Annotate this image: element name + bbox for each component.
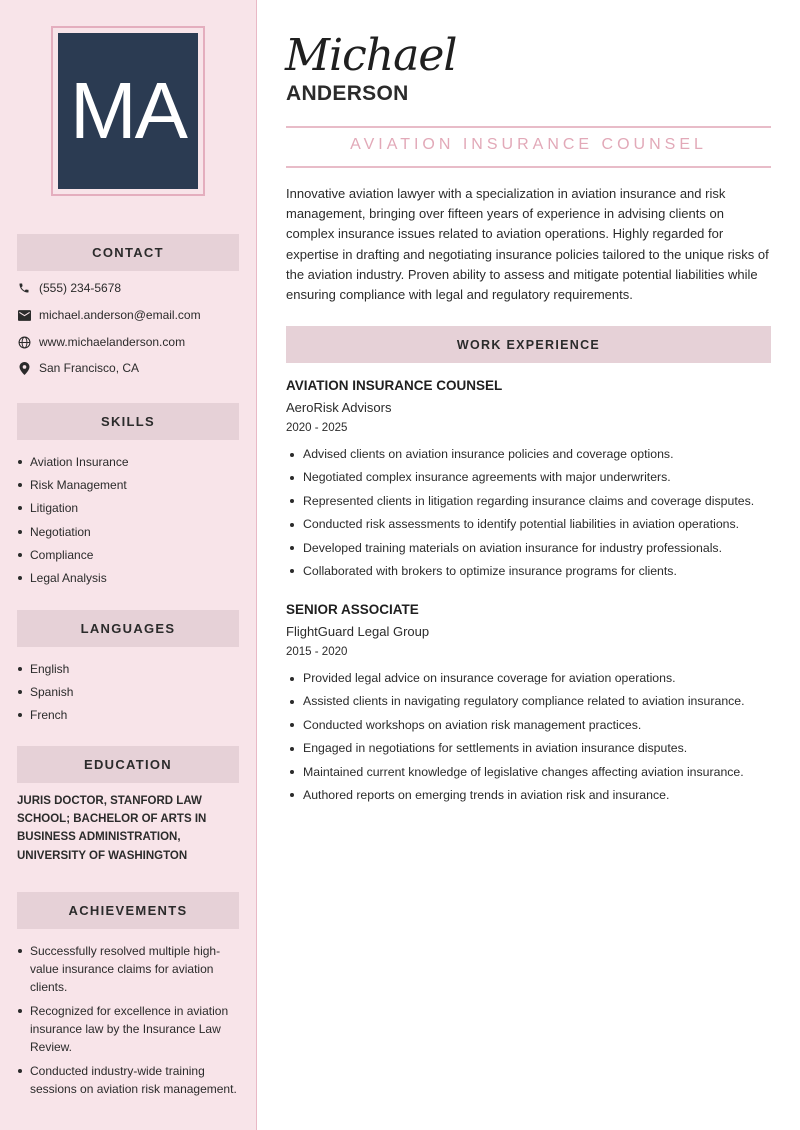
job-dates: 2015 - 2020 [286, 646, 348, 658]
first-name: Michael [285, 30, 457, 81]
achievement-item: Recognized for excellence in aviation insurance law by the Insurance Law Review. [17, 1002, 239, 1056]
achievements-list [17, 942, 239, 1104]
job-company: FlightGuard Legal Group [286, 624, 430, 639]
education-heading: EDUCATION [17, 746, 239, 783]
contact-heading: CONTACT [17, 234, 239, 271]
contact-phone [17, 278, 121, 298]
job-bullet: Assisted clients in navigating regulatory compliance related to aviation insurance. [286, 693, 776, 710]
monogram-frame [51, 26, 205, 196]
title-rule-top [286, 126, 771, 128]
achievement-item: Successfully resolved multiple high-value insurance claims for aviation clients. [17, 942, 239, 996]
contact-website [17, 332, 185, 352]
job-bullet: Conducted workshops on aviation risk management practices. [286, 717, 776, 734]
languages-list [17, 660, 245, 730]
contact-location [17, 358, 139, 378]
job-bullet: Collaborated with brokers to optimize insurance programs for clients. [286, 563, 776, 580]
website-text: www.michaelanderson.com [39, 335, 186, 349]
job-bullet: Represented clients in litigation regarding insurance claims and coverage disputes. [286, 493, 776, 510]
job-bullets [286, 670, 776, 804]
job-bullet: Maintained current knowledge of legislative changes affecting aviation insurance. [286, 764, 776, 781]
job-bullet: Developed training materials on aviation insurance for industry professionals. [286, 540, 776, 557]
contact-email [17, 305, 201, 325]
language-item: English [17, 660, 245, 678]
skills-heading: SKILLS [17, 403, 239, 440]
phone-icon [17, 281, 31, 295]
job-entry [286, 602, 776, 810]
job-company: AeroRisk Advisors [286, 400, 392, 415]
job-role: SENIOR ASSOCIATE [286, 602, 419, 617]
skill-item: Legal Analysis [17, 569, 245, 587]
job-role: AVIATION INSURANCE COUNSEL [286, 378, 503, 393]
title-rule-bottom [286, 166, 771, 168]
job-title: AVIATION INSURANCE COUNSEL [350, 136, 707, 153]
job-bullet: Provided legal advice on insurance coverage for aviation operations. [286, 670, 776, 687]
location-pin-icon [17, 361, 31, 375]
skills-list [17, 453, 245, 592]
sidebar [0, 0, 257, 1130]
last-name: ANDERSON [286, 82, 409, 105]
job-bullet: Authored reports on emerging trends in aviation risk and insurance. [286, 787, 776, 804]
globe-icon [17, 335, 31, 349]
skill-item: Aviation Insurance [17, 453, 245, 471]
mail-icon [17, 308, 31, 322]
languages-heading: LANGUAGES [17, 610, 239, 647]
skill-item: Litigation [17, 499, 245, 517]
achievements-heading: ACHIEVEMENTS [17, 892, 239, 929]
language-item: Spanish [17, 683, 245, 701]
work-experience-heading: WORK EXPERIENCE [286, 326, 771, 363]
job-bullet: Negotiated complex insurance agreements with major underwriters. [286, 469, 776, 486]
job-entry [286, 378, 776, 586]
profile-summary: Innovative aviation lawyer with a specialization in aviation insurance and risk management, bringing over fifteen years of experience in advising clients on complex insurance issues related to aviation operations. Highly regarded for expertise in drafting and negotiating insurance policies tailored to the unique risks of the aviation industry. Proven ability to assess and mitigate potential liabilities while ensuring compliance with legal and regulatory requirements. [286, 186, 769, 303]
job-bullet: Conducted risk assessments to identify potential liabilities in aviation operations. [286, 516, 776, 533]
skill-item: Compliance [17, 546, 245, 564]
job-bullet: Advised clients on aviation insurance policies and coverage options. [286, 446, 776, 463]
skill-item: Risk Management [17, 476, 245, 494]
location-text: San Francisco, CA [39, 361, 140, 375]
achievement-item: Conducted industry-wide training sessions on aviation risk management. [17, 1062, 239, 1098]
language-item: French [17, 706, 245, 724]
job-dates: 2020 - 2025 [286, 422, 348, 434]
job-bullet: Engaged in negotiations for settlements in aviation insurance disputes. [286, 740, 776, 757]
skill-item: Negotiation [17, 523, 245, 541]
monogram: MA [58, 33, 198, 189]
education-text: JURIS DOCTOR, STANFORD LAW SCHOOL; BACHELOR OF ARTS IN BUSINESS ADMINISTRATION, UNIVERSITY OF WASHINGTON [17, 795, 207, 862]
job-bullets [286, 446, 776, 580]
email-text: michael.anderson@email.com [39, 308, 201, 322]
phone-text: (555) 234-5678 [39, 281, 122, 295]
